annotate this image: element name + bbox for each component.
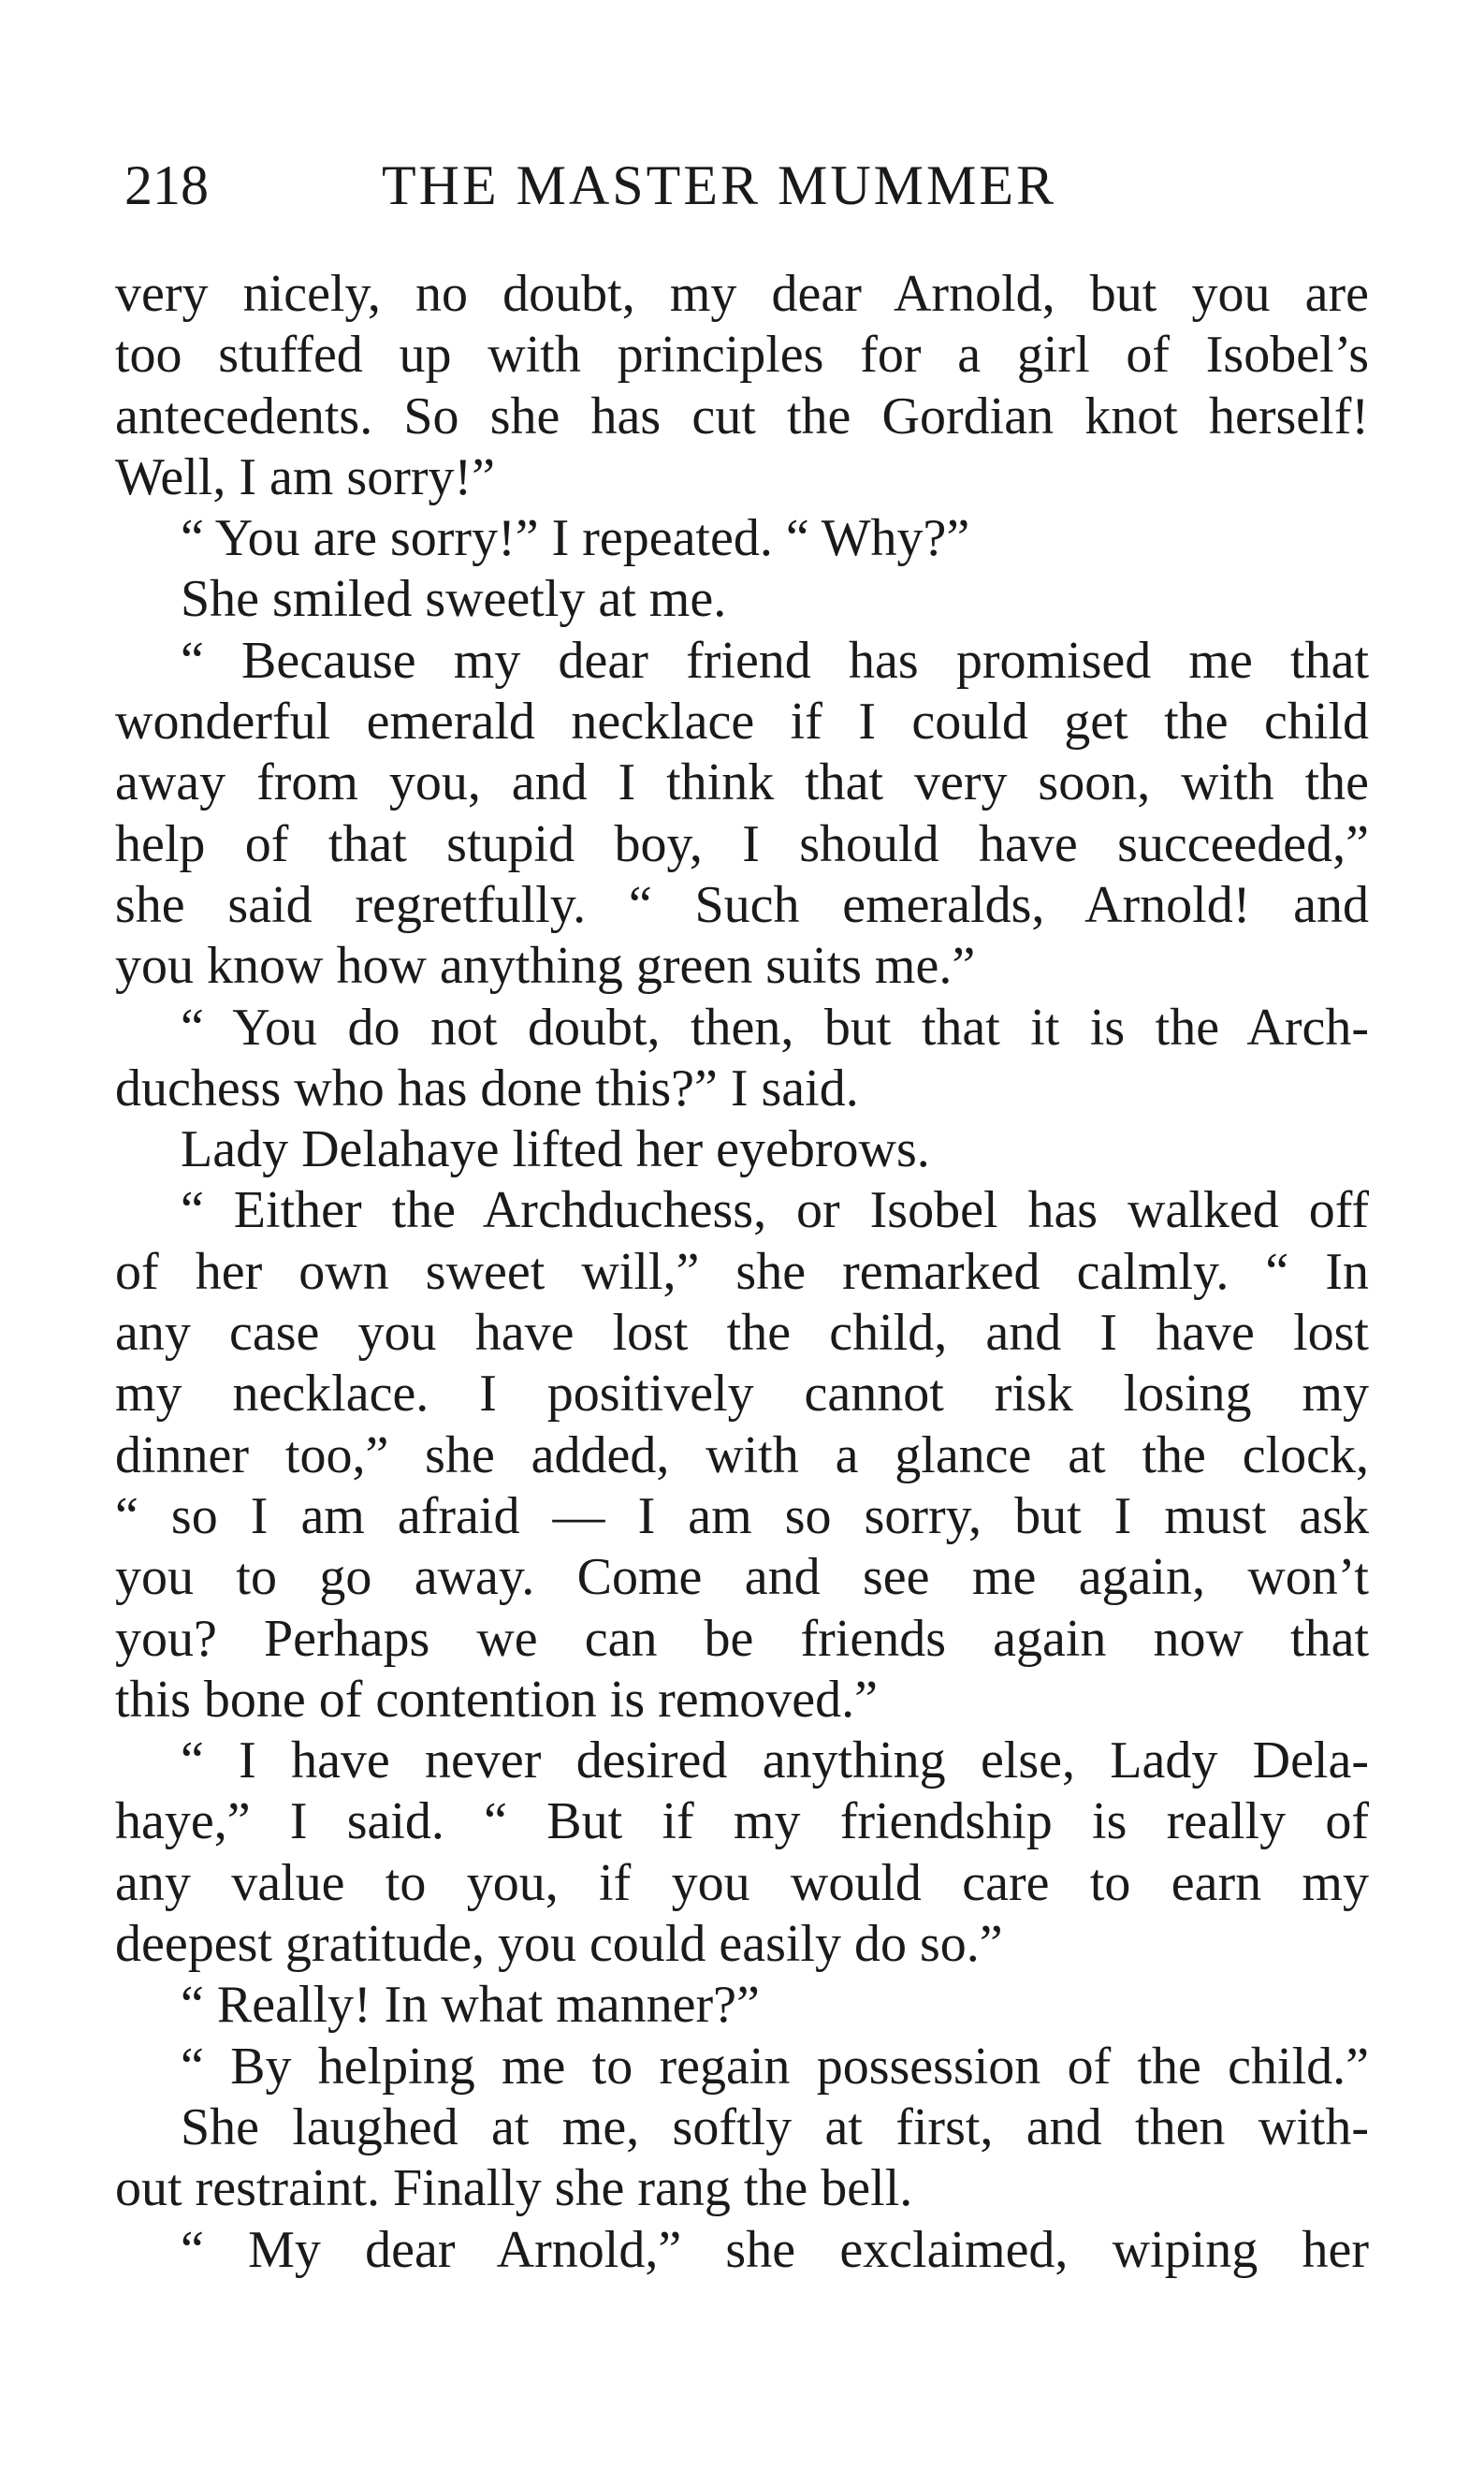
- text-line: She laughed at me, softly at first, and then with-: [181, 2097, 1369, 2156]
- text-line: “ You do not doubt, then, but that it is the Arch-: [181, 998, 1369, 1057]
- text-line: of her own sweet will,” she remarked calmly. “ In: [115, 1242, 1369, 1301]
- text-line: antecedents. So she has cut the Gordian knot herself!: [115, 387, 1369, 446]
- text-line: this bone of contention is removed.”: [115, 1670, 878, 1729]
- text-line: “ You are sorry!” I repeated. “ Why?”: [181, 509, 970, 568]
- page-number: 218: [124, 154, 209, 216]
- text-line: very nicely, no doubt, my dear Arnold, but you are: [115, 265, 1369, 323]
- text-line: dinner too,” she added, with a glance at the clock,: [115, 1425, 1369, 1484]
- text-line: you? Perhaps we can be friends again now that: [115, 1609, 1369, 1668]
- text-line: Well, I am sorry!”: [115, 447, 495, 506]
- text-line: you know how anything green suits me.”: [115, 937, 976, 996]
- text-line: she said regretfully. “ Such emeralds, Arnold! and: [115, 875, 1369, 934]
- text-line: out restraint. Finally she rang the bell.: [115, 2159, 913, 2218]
- text-line: help of that stupid boy, I should have succeeded,”: [115, 814, 1369, 873]
- text-line: “ By helping me to regain possession of the child.”: [181, 2037, 1369, 2096]
- text-line: my necklace. I positively cannot risk losing my: [115, 1365, 1369, 1424]
- text-line: away from you, and I think that very soon, with the: [115, 753, 1369, 812]
- text-line: too stuffed up with principles for a girl of Isobel’s: [115, 326, 1369, 385]
- text-line: “ Because my dear friend has promised me that: [181, 631, 1369, 690]
- text-line: any value to you, if you would care to earn my: [115, 1853, 1369, 1912]
- text-line: haye,” I said. “ But if my friendship is really of: [115, 1792, 1369, 1851]
- text-line: you to go away. Come and see me again, won’t: [115, 1548, 1369, 1607]
- text-line: She smiled sweetly at me.: [181, 570, 727, 629]
- text-line: wonderful emerald necklace if I could get the child: [115, 693, 1369, 752]
- text-line: Lady Delahaye lifted her eyebrows.: [181, 1120, 930, 1179]
- running-head: [124, 148, 1369, 223]
- running-title: THE MASTER MUMMER: [382, 154, 1057, 216]
- text-line: “ Either the Archduchess, or Isobel has walked off: [181, 1181, 1369, 1240]
- text-line: “ so I am afraid — I am so sorry, but I must ask: [115, 1486, 1369, 1545]
- text-line: deepest gratitude, you could easily do so.”: [115, 1915, 1003, 1974]
- text-line: any case you have lost the child, and I have lost: [115, 1304, 1369, 1363]
- text-line: “ Really! In what manner?”: [181, 1976, 760, 2035]
- text-line: duchess who has done this?” I said.: [115, 1059, 859, 1118]
- body-text: [115, 264, 1369, 2281]
- text-line: “ I have never desired anything else, Lady Dela-: [181, 1731, 1369, 1790]
- text-line: “ My dear Arnold,” she exclaimed, wiping her: [181, 2220, 1369, 2279]
